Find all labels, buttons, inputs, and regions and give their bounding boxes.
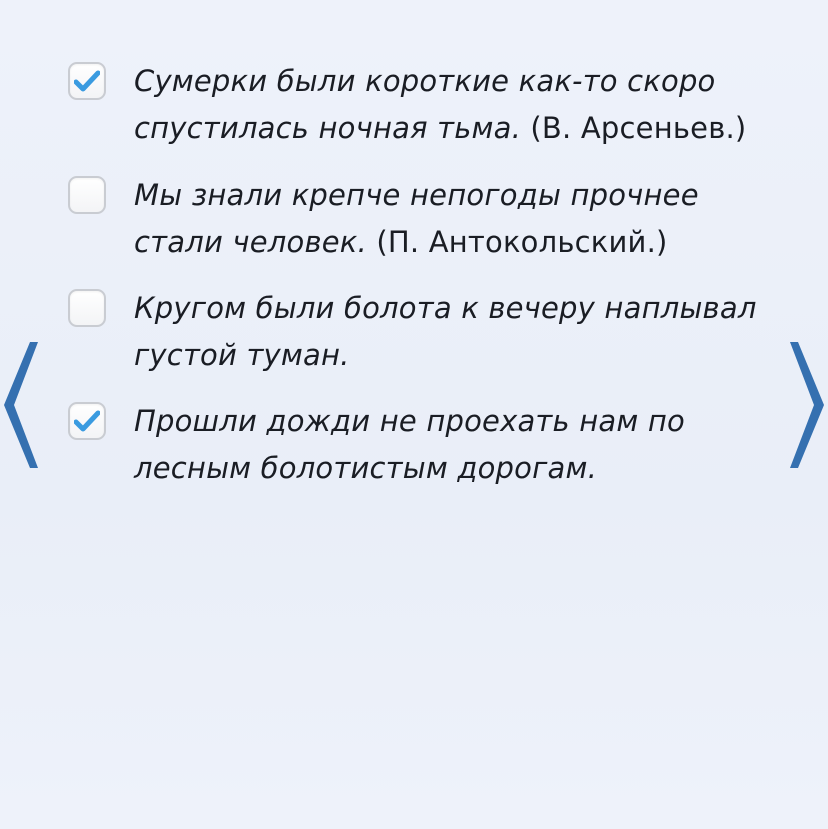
- answer-option[interactable]: [68, 285, 768, 379]
- answer-text: [134, 172, 768, 266]
- answer-checkbox[interactable]: [68, 289, 106, 327]
- answer-attribution: (В. Арсеньев.): [530, 111, 747, 145]
- checkmark-icon: [74, 70, 100, 92]
- answer-phrase: Прошли дожди не проехать нам по лесным болотистым дорогам.: [134, 404, 685, 485]
- prev-arrow-button[interactable]: [0, 340, 40, 470]
- chevron-left-icon: [0, 340, 40, 470]
- answer-attribution: (П. Антокольский.): [376, 225, 668, 259]
- answer-option[interactable]: [68, 172, 768, 266]
- answer-phrase: Кругом были болота к вечеру наплывал густой туман.: [134, 291, 757, 372]
- answer-checkbox[interactable]: [68, 62, 106, 100]
- answer-checkbox[interactable]: [68, 176, 106, 214]
- answer-option[interactable]: [68, 58, 768, 152]
- answer-phrase: Мы знали крепче непогоды прочнее стали человек.: [134, 178, 699, 259]
- answer-text: [134, 398, 768, 492]
- answer-text: [134, 58, 768, 152]
- answer-phrase: Сумерки были короткие как-то скоро спустилась ночная тьма.: [134, 64, 716, 145]
- answer-option[interactable]: [68, 398, 768, 492]
- answer-text: [134, 285, 768, 379]
- answer-checkbox[interactable]: [68, 402, 106, 440]
- next-arrow-button[interactable]: [788, 340, 828, 470]
- checkmark-icon: [74, 410, 100, 432]
- chevron-right-icon: [788, 340, 828, 470]
